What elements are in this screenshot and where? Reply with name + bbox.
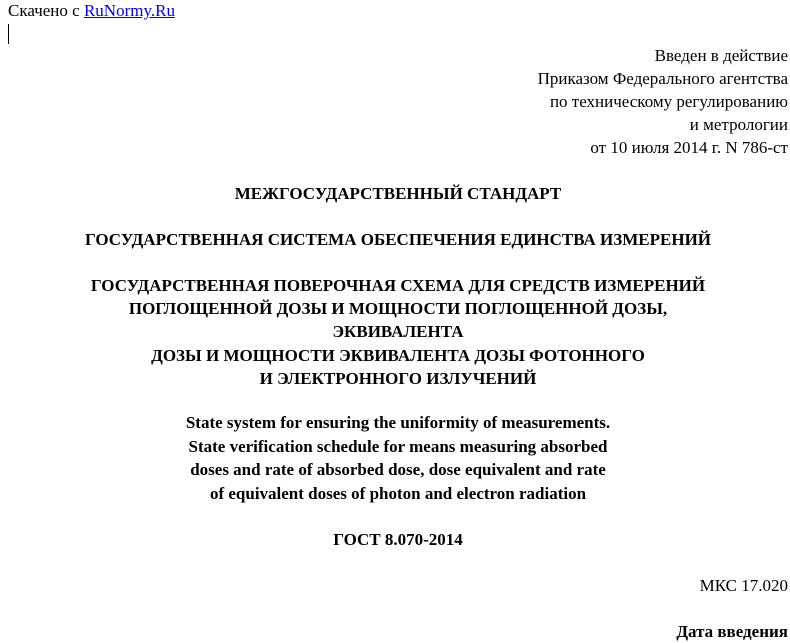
title-ru-line: И ЭЛЕКТРОННОГО ИЗЛУЧЕНИЙ [259,368,537,388]
title-ru [8,274,788,390]
text-cursor [8,24,9,44]
intro-line: Введен в действие [654,46,788,65]
title-ru-line: ДОЗЫ И МОЩНОСТИ ЭКВИВАЛЕНТА ДОЗЫ ФОТОННОГО [151,345,645,365]
title-ru-line: ЭКВИВАЛЕНТА [332,322,464,342]
gost-number [8,528,788,551]
source-line [8,0,175,22]
title-en-line: doses and rate of absorbed dose, dose equivalent and rate [190,460,606,479]
intro-line: и метрологии [689,115,788,134]
intro-line: по техническому регулированию [549,92,788,111]
title-en [8,411,788,505]
source-prefix: Скачено с [8,1,80,20]
intro-line: от 10 июля 2014 г. N 786-ст [590,138,788,157]
title-ru-line: ГОСУДАРСТВЕННАЯ ПОВЕРОЧНАЯ СХЕМА ДЛЯ СРЕДСТВ ИЗМЕРЕНИЙ [90,276,706,295]
intro-line: Приказом Федерального агентства [537,69,788,88]
standard-type-heading [8,182,788,205]
intro-date-label: Дата введения [676,622,788,641]
title-en-line: State verification schedule for means measuring absorbed [188,436,608,456]
mks-code: МКС 17.020 [699,576,788,595]
gost-number-text: ГОСТ 8.070-2014 [333,530,463,549]
intro-block [538,44,788,159]
system-name-heading [8,228,788,251]
system-name-text: ГОСУДАРСТВЕННАЯ СИСТЕМА ОБЕСПЕЧЕНИЯ ЕДИНСТВА ИЗМЕРЕНИЙ [84,230,712,249]
title-en-line: State system for ensuring the uniformity of measurements. [185,413,611,432]
standard-type-text: МЕЖГОСУДАРСТВЕННЫЙ СТАНДАРТ [234,184,562,203]
source-link[interactable]: RuNormy.Ru [83,1,175,20]
title-en-line: of equivalent doses of photon and electron radiation [209,483,587,503]
title-ru-line: ПОГЛОЩЕННОЙ ДОЗЫ И МОЩНОСТИ ПОГЛОЩЕННОЙ ДОЗЫ, [128,299,668,319]
